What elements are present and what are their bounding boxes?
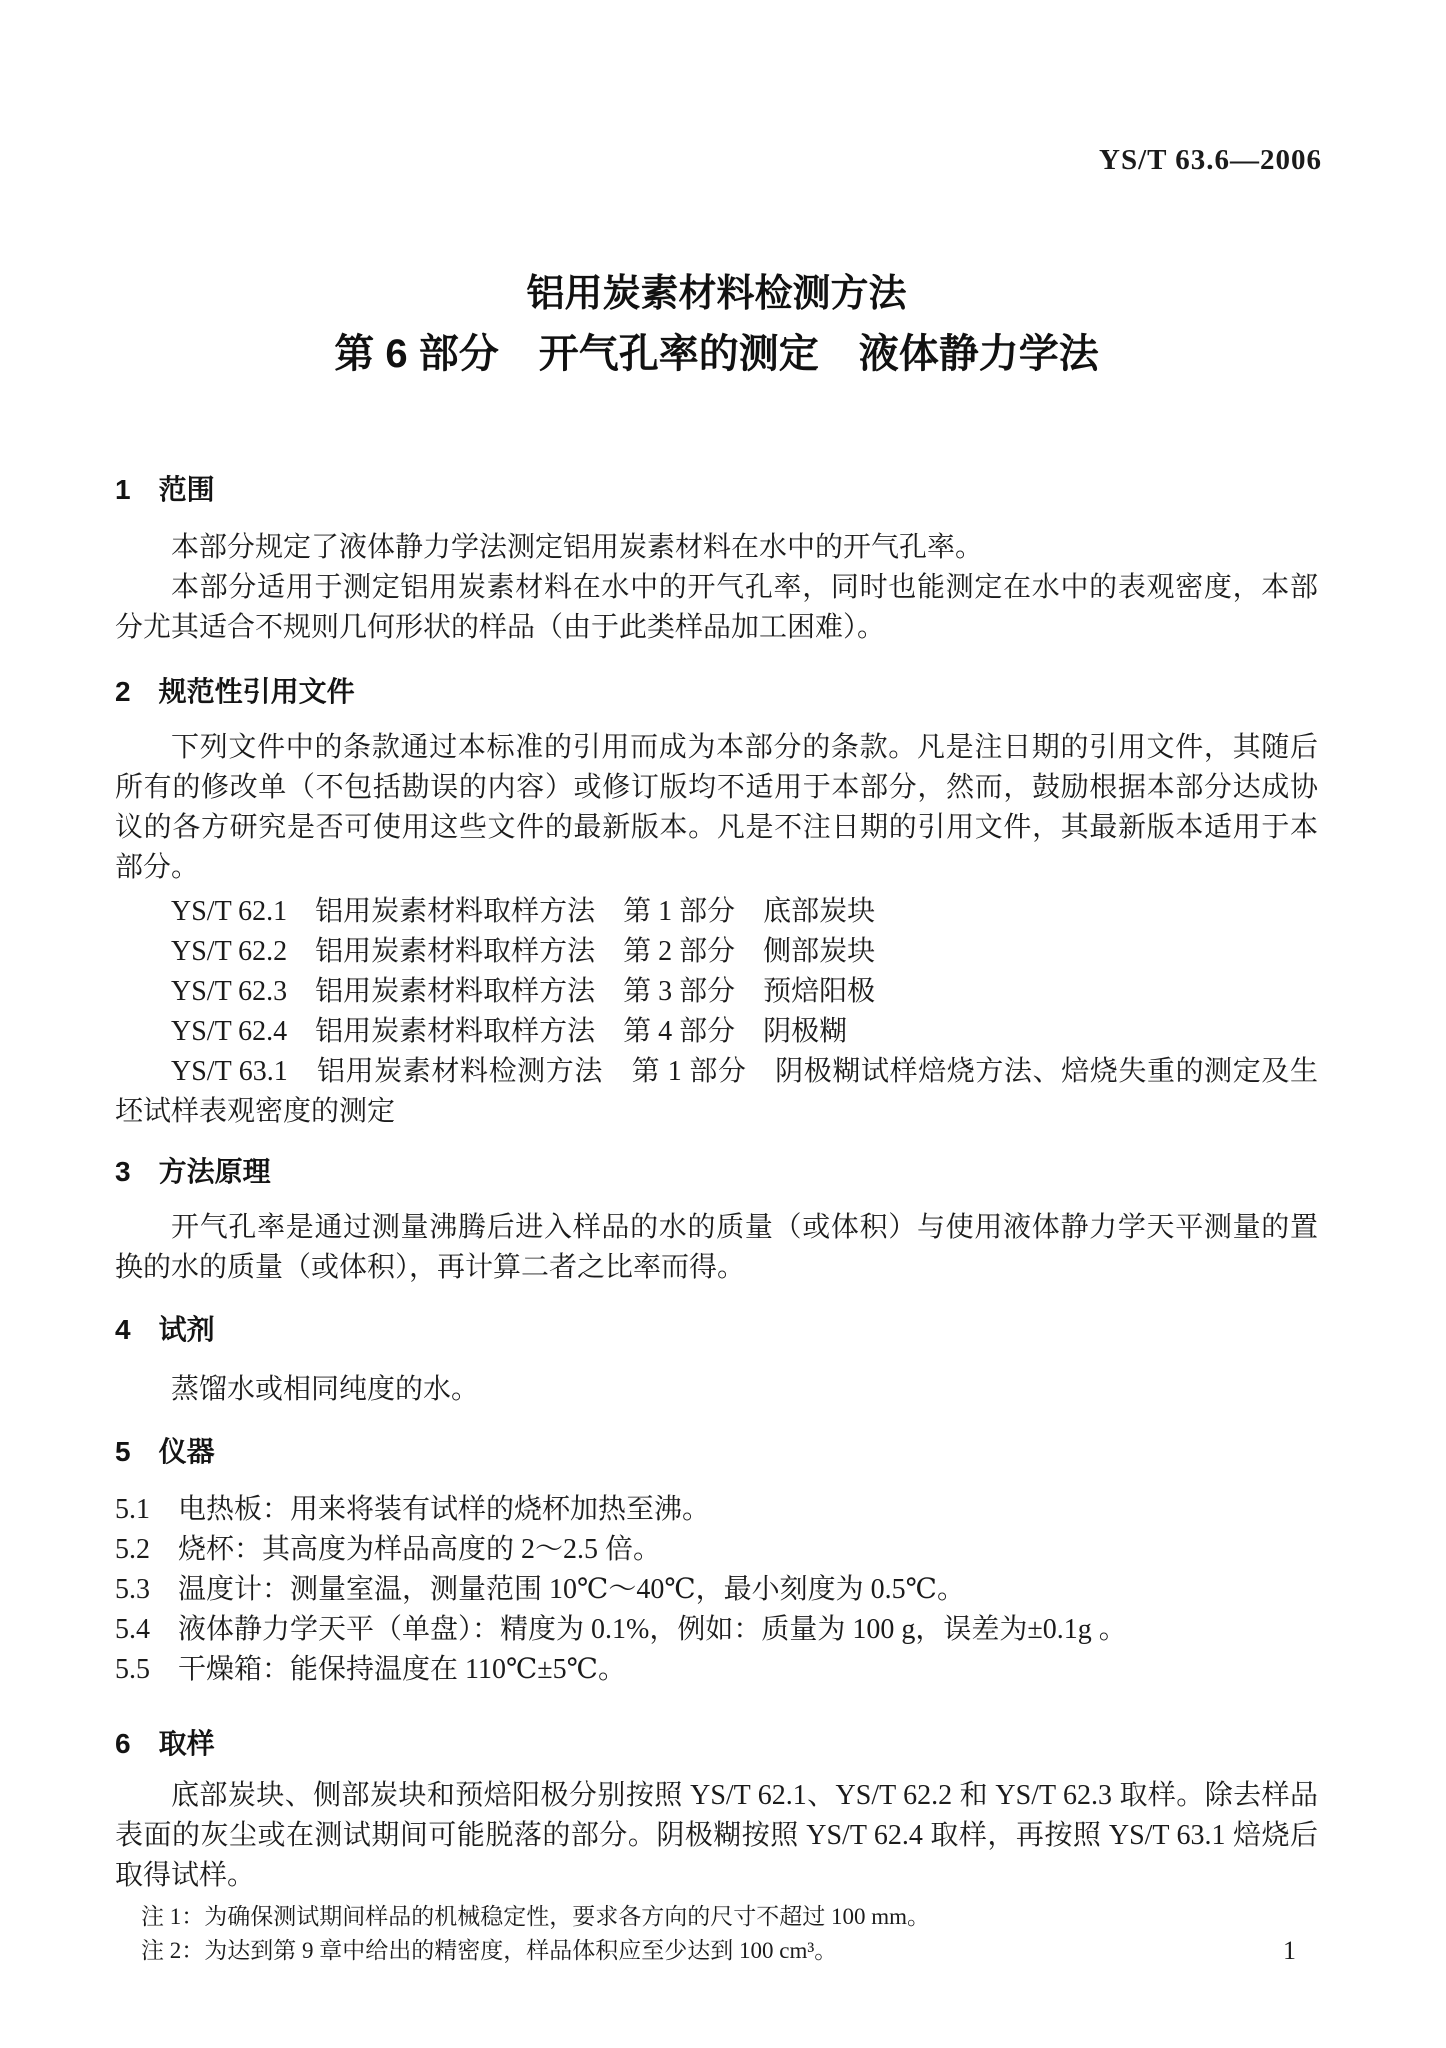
reference-list	[115, 892, 1318, 1132]
reference-item: YS/T 62.3 铝用炭素材料取样方法 第 3 部分 预焙阳极	[171, 976, 876, 1007]
scope-paragraph-1: 本部分规定了液体静力学法测定铝用炭素材料在水中的开气孔率。	[171, 532, 984, 563]
page-number: 1	[1283, 1936, 1296, 1965]
document-title-line2: 第 6 部分 开气孔率的测定 液体静力学法	[334, 332, 1099, 376]
section-1-scope-heading: 1 范围	[115, 474, 215, 505]
page-content	[115, 0, 1318, 1968]
scope-paragraph-2: 本部分适用于测定铝用炭素材料在水中的开气孔率，同时也能测定在水中的表观密度，本部分尤其适合不规则几何形状的样品（由于此类样品加工困难）。	[115, 572, 1318, 643]
sampling-note-2: 注 2：为达到第 9 章中给出的精密度，样品体积应至少达到 100 cm³。	[141, 1938, 838, 1963]
apparatus-item-5-1: 5.1 电热板：用来将装有试样的烧杯加热至沸。	[115, 1494, 711, 1525]
apparatus-item-5-4: 5.4 液体静力学天平（单盘）：精度为 0.1%，例如：质量为 100 g，误差为±0.1g 。	[115, 1614, 1127, 1645]
reference-item: YS/T 62.2 铝用炭素材料取样方法 第 2 部分 侧部炭块	[171, 936, 876, 967]
reagent-paragraph: 蒸馏水或相同纯度的水。	[171, 1374, 480, 1405]
section-4-reagent-heading: 4 试剂	[115, 1314, 215, 1345]
apparatus-item-5-3: 5.3 温度计：测量室温，测量范围 10℃～40℃，最小刻度为 0.5℃。	[115, 1574, 965, 1605]
standard-number: YS/T 63.6—2006	[1099, 144, 1322, 176]
section-3-principle-heading: 3 方法原理	[115, 1156, 271, 1187]
section-2-normative-references-heading: 2 规范性引用文件	[115, 676, 355, 707]
reference-item: YS/T 62.1 铝用炭素材料取样方法 第 1 部分 底部炭块	[171, 896, 876, 927]
normative-references-intro: 下列文件中的条款通过本标准的引用而成为本部分的条款。凡是注日期的引用文件，其随后所有的修改单（不包括勘误的内容）或修订版均不适用于本部分，然而，鼓励根据本部分达成协议的各方研究是否可使用这些文件的最新版本。凡是不注日期的引用文件，其最新版本适用于本部分。	[115, 732, 1318, 883]
section-6-sampling-heading: 6 取样	[115, 1728, 215, 1759]
section-5-apparatus-heading: 5 仪器	[115, 1436, 215, 1467]
apparatus-list	[115, 1490, 1318, 1690]
principle-paragraph: 开气孔率是通过测量沸腾后进入样品的水的质量（或体积）与使用液体静力学天平测量的置换的水的质量（或体积），再计算二者之比率而得。	[115, 1212, 1318, 1283]
reference-item: YS/T 62.4 铝用炭素材料取样方法 第 4 部分 阴极糊	[171, 1016, 848, 1047]
apparatus-item-5-2: 5.2 烧杯：其高度为样品高度的 2～2.5 倍。	[115, 1534, 662, 1565]
reference-item: YS/T 63.1 铝用炭素材料检测方法 第 1 部分 阴极糊试样焙烧方法、焙烧失重的测定及生坯试样表观密度的测定	[115, 1056, 1318, 1127]
sampling-paragraph: 底部炭块、侧部炭块和预焙阳极分别按照 YS/T 62.1、YS/T 62.2 和 YS/T 62.3 取样。除去样品表面的灰尘或在测试期间可能脱落的部分。阴极糊按照 YS/T 62.4 取样，再按照 YS/T 63.1 焙烧后取得试样。	[115, 1780, 1318, 1891]
sampling-note-1: 注 1：为确保测试期间样品的机械稳定性，要求各方向的尺寸不超过 100 mm。	[141, 1904, 931, 1929]
apparatus-item-5-5: 5.5 干燥箱：能保持温度在 110℃±5℃。	[115, 1654, 626, 1685]
document-title-line1: 铝用炭素材料检测方法	[526, 273, 907, 315]
